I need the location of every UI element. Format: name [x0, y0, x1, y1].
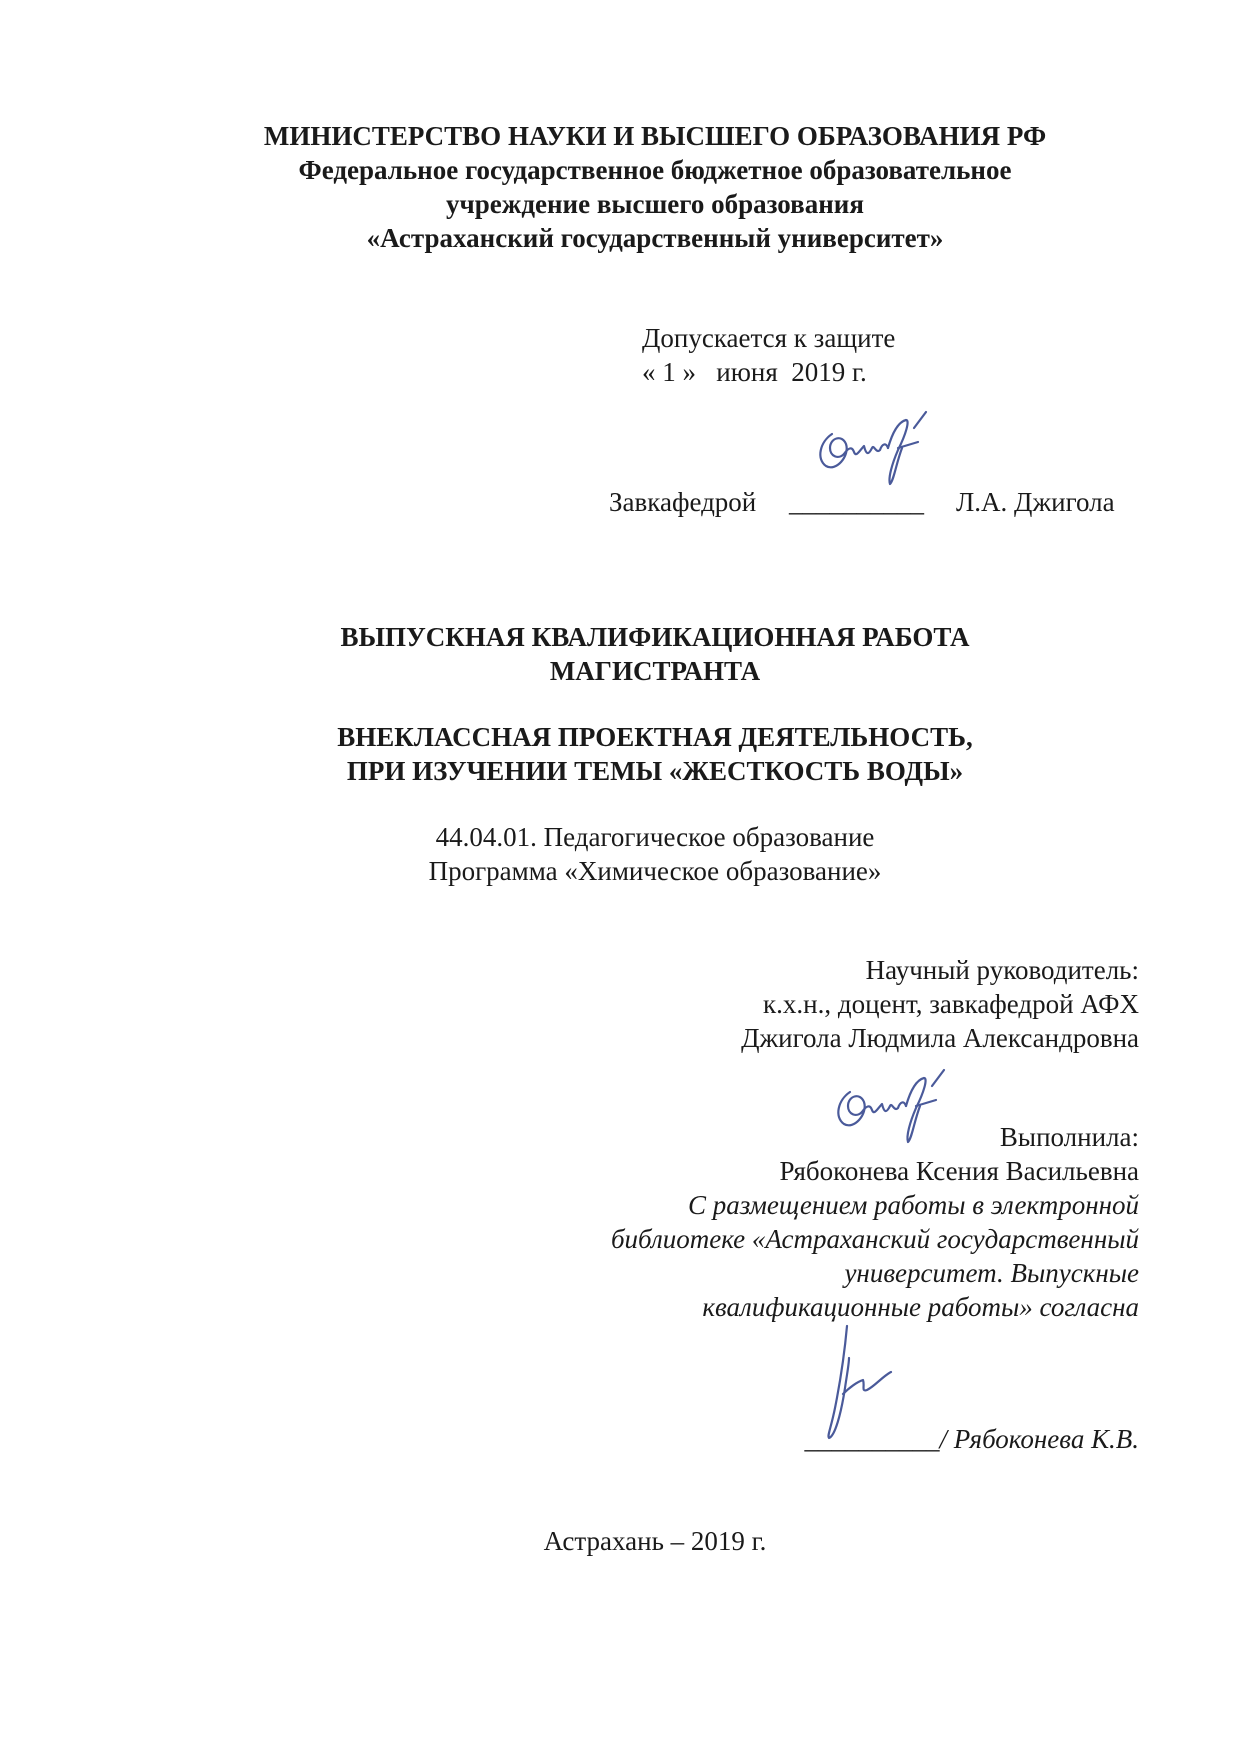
admission-label: Допускается к защите — [642, 323, 896, 353]
thesis-topic-line-1: ВНЕКЛАССНАЯ ПРОЕКТНАЯ ДЕЯТЕЛЬНОСТЬ, — [337, 722, 973, 752]
thesis-topic-line-2: ПРИ ИЗУЧЕНИИ ТЕМЫ «ЖЕСТКОСТЬ ВОДЫ» — [346, 756, 964, 786]
city-year: Астрахань – 2019 г. — [543, 1526, 767, 1556]
head-name: Л.А. Джигола — [956, 487, 1115, 517]
supervisor-position: к.х.н., доцент, завкафедрой АФХ — [763, 989, 1139, 1019]
head-signature-blank: __________ — [789, 487, 924, 517]
head-signature-icon — [802, 404, 942, 494]
consent-line-1: С размещением работы в электронной — [687, 1190, 1139, 1220]
author-name: Рябоконева Ксения Васильевна — [779, 1156, 1139, 1186]
institution-line-2: учреждение высшего образования — [446, 189, 864, 219]
author-label: Выполнила: — [999, 1122, 1139, 1152]
author-signature-line: __________/ Рябоконева К.В. — [804, 1424, 1139, 1454]
institution-line-1: Федеральное государственное бюджетное образовательное — [298, 155, 1012, 185]
thesis-type-line-2: МАГИСТРАНТА — [549, 656, 761, 686]
consent-line-2: библиотеке «Астраханский государственный — [610, 1224, 1139, 1254]
head-title: Завкафедрой — [609, 487, 757, 517]
supervisor-signature-icon — [820, 1062, 960, 1152]
consent-line-4: квалификационные работы» согласна — [702, 1292, 1139, 1322]
admission-date: « 1 » июня 2019 г. — [642, 357, 867, 387]
specialty-code: 44.04.01. Педагогическое образование — [435, 822, 875, 852]
supervisor-name: Джигола Людмила Александровна — [741, 1023, 1139, 1053]
university-name: «Астраханский государственный университет» — [366, 223, 944, 253]
consent-line-3: университет. Выпускные — [844, 1258, 1139, 1288]
ministry-name: МИНИСТЕРСТВО НАУКИ И ВЫСШЕГО ОБРАЗОВАНИЯ РФ — [263, 121, 1047, 151]
program-name: Программа «Химическое образование» — [428, 856, 882, 886]
thesis-type-line-1: ВЫПУСКНАЯ КВАЛИФИКАЦИОННАЯ РАБОТА — [340, 622, 970, 652]
supervisor-label: Научный руководитель: — [865, 955, 1139, 985]
